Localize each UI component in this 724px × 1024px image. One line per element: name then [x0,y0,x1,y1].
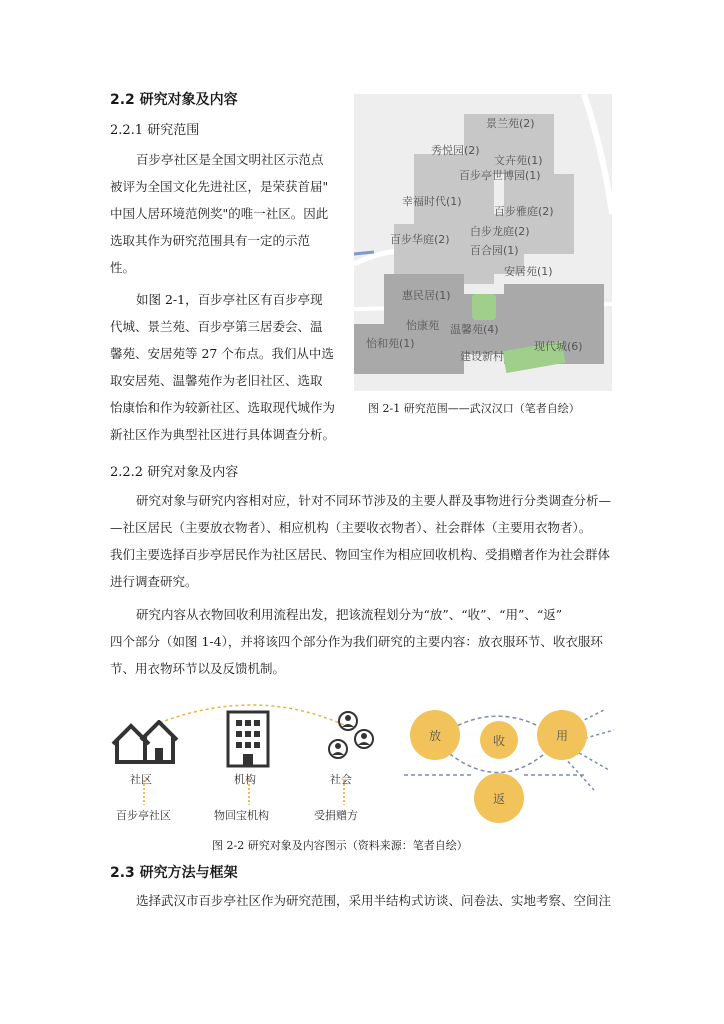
text-line: 四个部分（如图 1-4），并将该四个部分作为我们研究的主要内容：放衣服环节、收衣服环 [110,634,603,649]
map-label: 景兰苑(2) [486,117,535,130]
map-label: 百步亭世博园(1) [459,169,541,182]
text-line: 选择武汉市百步亭社区作为研究范围，采用半结构式访谈、问卷法、实地考察、空间注 [136,893,612,908]
text-line: 怡康怡和作为较新社区、选取现代城作为 [110,400,336,415]
icon-label-institution: 机构 [234,773,256,786]
text-line: 中国人居环境范例奖"的唯一社区。因此 [110,206,329,221]
figure-caption: 图 2-2 研究对象及内容图示（资料来源：笔者自绘） [212,839,468,852]
text-line: 新社区作为典型社区进行具体调查分析。 [110,427,336,442]
map-label: 白步龙庭(2) [470,225,530,238]
text-line: —社区居民（主要放衣物者）、相应机构（主要收衣物者）、社会群体（主要用衣物者）。 [110,520,592,535]
text-line: 如图 2-1，百步亭社区有百步亭现 [136,292,323,307]
icon-sub-society: 受捐赠方 [314,809,358,822]
society-icon [326,709,376,769]
paragraph-scope [110,146,350,281]
text-line: 进行调查研究。 [110,574,198,589]
icon-label-society: 社会 [330,773,352,786]
text-line: 我们主要选择百步亭居民作为社区居民、物回宝作为相应回收机构、受捐赠者作为社会群体 [110,547,611,562]
section-heading-2-3: 2.3 研究方法与框架 [110,865,238,881]
text-line: 代城、景兰苑、百步亭第三居委会、温 [110,319,323,334]
text-line: 研究对象与研究内容相对应，针对不同环节涉及的主要人群及事物进行分类调查分析— [136,493,612,508]
paragraph-methods [110,887,620,914]
icon-sub-community: 百步亭社区 [116,809,171,822]
paragraph-objects [110,487,620,595]
institution-icon [226,710,270,768]
map-label: 百合园(1) [470,244,519,257]
icon-label-community: 社区 [130,773,152,786]
text-line: 取安居苑、温馨苑作为老旧社区、选取 [110,373,323,388]
map-label: 建设新村 [460,350,504,363]
text-line: 节、用衣物环节以及反馈机制。 [110,661,286,676]
community-icon [109,720,181,765]
map-label: 百步雅庭(2) [494,205,554,218]
text-line: 选取其作为研究范围具有一定的示范 [110,233,311,248]
icon-sub-institution: 物回宝机构 [214,809,269,822]
diagram-figure [104,695,624,830]
map-label: 幸福时代(1) [402,195,462,208]
map-label: 百步华庭(2) [390,233,450,246]
section-heading-2-2: 2.2 研究对象及内容 [110,92,238,108]
section-heading-2-2-2: 2.2.2 研究对象及内容 [110,465,239,480]
section-heading-2-2-1: 2.2.1 研究范围 [110,123,200,138]
cycle-collect: 收 [480,721,518,759]
paragraph-content [110,601,620,682]
map-label: 秀悦园(2) [431,144,480,157]
cycle-use: 用 [537,710,587,760]
map-label: 怡和苑(1) [366,337,415,350]
paragraph-sites [110,286,350,448]
text-line: 百步亭社区是全国文明社区示范点 [136,152,324,167]
map-label: 现代城(6) [534,340,583,353]
map-label: 安居苑(1) [504,265,553,278]
map-label: 温馨苑(4) [450,323,499,336]
text-line: 被评为全国文化先进社区，是荣获首届" [110,179,329,194]
text-line: 研究内容从衣物回收利用流程出发，把该流程划分为“放”、“收”、“用”、“返” [136,607,563,622]
text-line: 性。 [110,260,136,275]
map-label: 惠民居(1) [402,289,451,302]
map-label: 文卉苑(1) [494,154,543,167]
cycle-return: 返 [474,773,524,823]
figure-caption: 图 2-1 研究范围——武汉汉口（笔者自绘） [368,402,580,415]
text-line: 馨苑、安居苑等 27 个布点。我们从中选 [110,346,334,361]
map-label: 怡康苑 [406,319,439,332]
cycle-put: 放 [410,710,460,760]
map-figure [354,94,612,391]
